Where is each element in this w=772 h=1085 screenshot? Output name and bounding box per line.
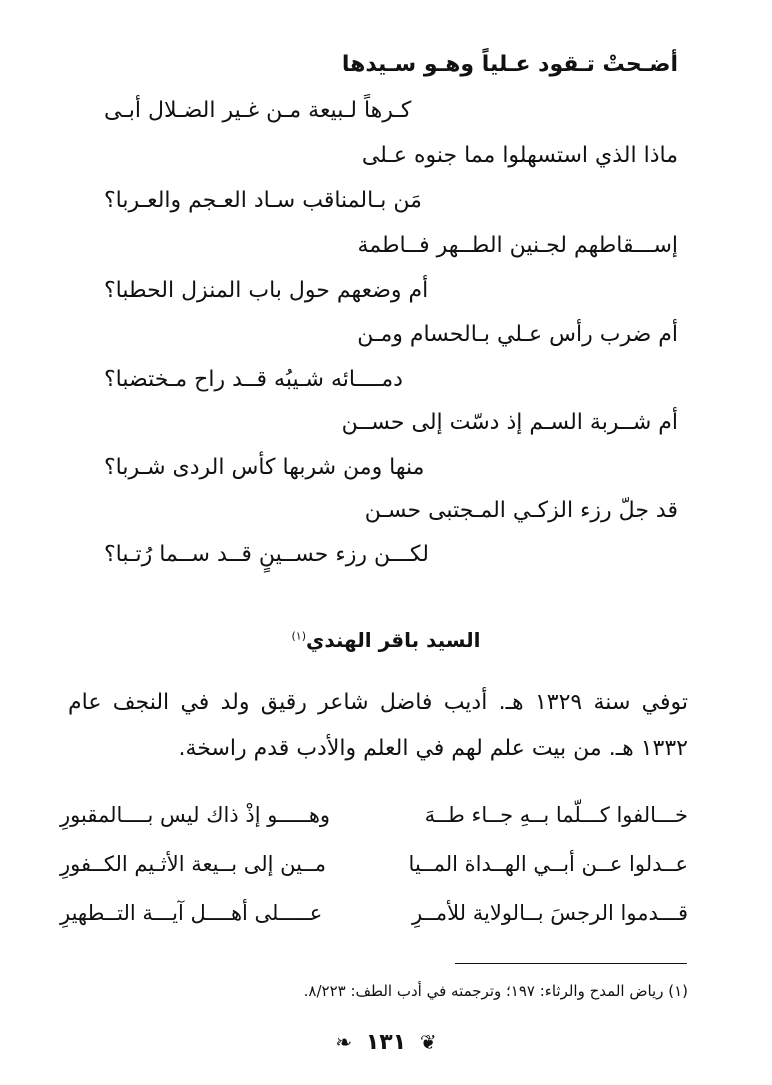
- section-title: [0, 628, 772, 652]
- verse-3-second-hemistich: عـــــلى أهــــل آيـــة التــطهيرِ: [60, 901, 323, 925]
- poem-line-12: لكـــن رزء حســينٍ قــد ســما رُتـبا؟: [104, 542, 429, 567]
- page-number: ١٣١: [365, 1030, 407, 1055]
- poem-line-2: كـرهاً لـبيعة مـن غـير الضـلال أبـى: [104, 98, 412, 123]
- poem-line-3: ماذا الذي استسهلوا مما جنوه عـلى: [361, 143, 678, 168]
- bio-paragraph: توفي سنة ١٣٢٩ هـ. أديب فاضل شاعر رقيق ولد في النجف عام ١٣٣٢ هـ. من بيت علم لهم في العلم والأدب قدم راسخة.: [68, 690, 688, 761]
- footnote-divider: [455, 963, 687, 964]
- poem-line-1: أضـحتْ تـقود عـلياً وهـو سـيدها: [341, 52, 678, 77]
- verse-2-second-hemistich: مــين إلى بــيعة الأثـيم الكــفورِ: [60, 852, 327, 876]
- poem-line-5: إســـقاطهم لجـنين الطــهر فــاطمة: [357, 233, 678, 258]
- poem-line-4: مَن بـالمناقب سـاد العـجم والعـربا؟: [104, 188, 422, 213]
- poem-line-11: قد جلّ رزء الزكـي المـجتبى حسـن: [364, 498, 678, 523]
- footnote: (١) رياض المدح والرثاء: ١٩٧؛ وترجمته في أدب الطف: ٨/٢٢٣.: [303, 982, 688, 1000]
- poem-line-9: أم شــربة السـم إذ دسّت إلى حســن: [341, 410, 678, 435]
- verse-2-first-hemistich: عــدلوا عــن أبــي الهــداة المــيا: [408, 852, 688, 876]
- section-title-text: السيد باقر الهندي: [305, 628, 481, 652]
- page-number-block: [0, 1030, 772, 1055]
- poem-line-10: منها ومن شربها كأس الردى شـربا؟: [104, 455, 425, 480]
- poem-line-7: أم ضرب رأس عـلي بـالحسام ومـن: [357, 322, 678, 347]
- poem-line-6: أم وضعهم حول باب المنزل الحطبا؟: [104, 278, 429, 303]
- poem-line-8: دمــــائه شـيبُه قــد راح مـختضبا؟: [104, 367, 403, 392]
- verse-3-first-hemistich: قـــدموا الرجسَ بــالولاية للأمــرِ: [412, 901, 688, 925]
- footnote-ref: (١): [291, 629, 306, 643]
- verse-1-first-hemistich: خـــالفوا كـــلّما بــهِ جــاء طــهَ: [424, 803, 688, 827]
- ornament-left-icon: ❧: [335, 1030, 353, 1054]
- verse-1-second-hemistich: وهـــــو إذْ ذاك ليس بــــالمقبورِ: [60, 803, 331, 827]
- ornament-right-icon: ❦: [419, 1030, 437, 1054]
